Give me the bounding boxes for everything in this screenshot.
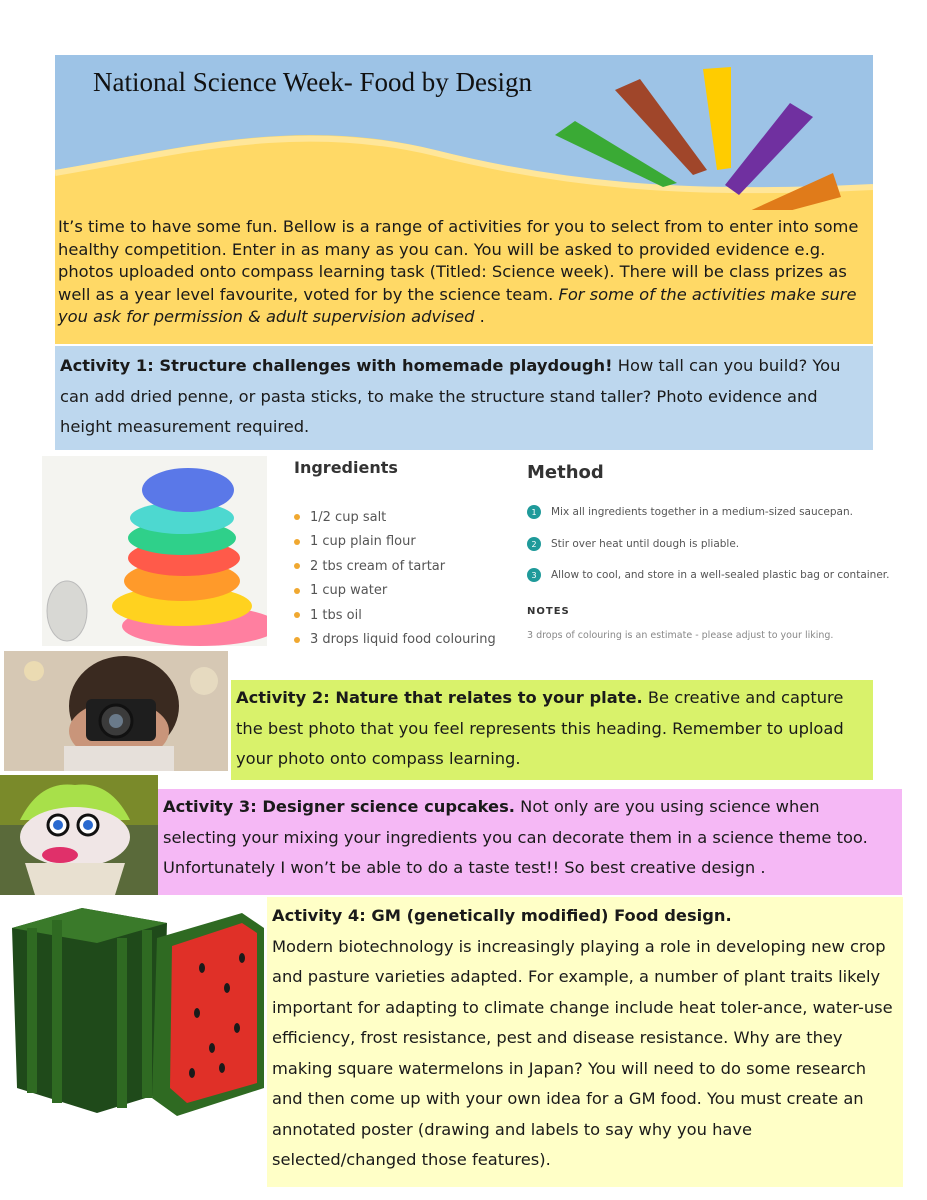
activity-4-heading: Activity 4: GM (genetically modified) Food design. (272, 906, 732, 925)
list-item (294, 530, 496, 555)
list-item (294, 579, 496, 604)
header-banner (55, 55, 873, 215)
method-title: Method (527, 462, 604, 483)
activity-2-body: Be creative and capture the best photo that you feel represents this heading. Remember to upload your photo onto compass learning. (236, 688, 844, 768)
method-step (527, 505, 853, 519)
activity-3-body-2: Unfortunately I won’t be able to do a taste test!! So best creative design . (163, 858, 766, 877)
intro-paragraph (55, 210, 873, 344)
step-number-badge: 3 (527, 568, 541, 582)
activity-4-box (267, 897, 903, 1187)
step-text: Mix all ingredients together in a medium-sized saucepan. (551, 506, 853, 518)
ingredient-text: 1 cup water (310, 583, 388, 599)
activity-3-box (158, 789, 902, 895)
ingredients-list (294, 505, 496, 652)
activity-4-body: Modern biotechnology is increasingly playing a role in developing new crop and pasture varieties adapted. For example, a number of plant traits likely important for adapting to climate change include heat toler-ance, water-use efficiency, frost resistance, pest and disease resistance. Why are they making square watermelons in Japan? You will need to do some research and then come up with your own idea for a GM food. You must create an annotated poster (drawing and labels to say why you have selected/changed those features). (272, 936, 893, 1169)
list-item (294, 554, 496, 579)
page-title: National Science Week- Food by Design (93, 67, 532, 97)
bullet-icon (294, 514, 300, 520)
activity-1-heading: Activity 1: Structure challenges with homemade playdough! (60, 356, 613, 375)
ingredient-text: 1 cup plain flour (310, 534, 416, 550)
activity-4-heading-line (272, 901, 897, 932)
ingredient-text: 1 tbs oil (310, 607, 362, 623)
ingredient-text: 2 tbs cream of tartar (310, 558, 446, 574)
activity-2-box (231, 680, 873, 780)
step-number-badge: 1 (527, 505, 541, 519)
ingredient-text: 3 drops liquid food colouring (310, 632, 496, 648)
activity-2-heading: Activity 2: Nature that relates to your plate. (236, 688, 643, 707)
bullet-icon (294, 612, 300, 618)
bullet-icon (294, 588, 300, 594)
step-text: Stir over heat until dough is pliable. (551, 538, 740, 550)
intro-text: It’s time to have some fun. Bellow is a range of activities for you to select from to enter into some healthy competition. Enter in as many as you can. You will be asked to provided evidence e.g. photos uploaded onto compass learning task (Titled: Science week). There will be class prizes as well as a year level favourite, voted for by the science team. (58, 217, 859, 304)
activity-3-body: Not only are you using science when selecting your mixing your ingredients you can decorate them in a science theme too. (163, 797, 868, 847)
method-step (527, 568, 889, 582)
step-text: Allow to cool, and store in a well-sealed plastic bag or container. (551, 569, 890, 581)
list-item (294, 603, 496, 628)
photographer-image (4, 651, 228, 771)
method-step (527, 537, 739, 551)
notes-title: NOTES (527, 606, 570, 617)
list-item (294, 505, 496, 530)
step-number-badge: 2 (527, 537, 541, 551)
notes-text: 3 drops of colouring is an estimate - please adjust to your liking. (527, 630, 834, 641)
bullet-icon (294, 539, 300, 545)
ingredient-text: 1/2 cup salt (310, 509, 387, 525)
playdough-stack-image (42, 456, 267, 646)
square-watermelon-image (2, 898, 267, 1118)
activity-3-heading: Activity 3: Designer science cupcakes. (163, 797, 515, 816)
activity-1-box (55, 346, 873, 450)
list-item (294, 628, 496, 653)
intro-end: . (474, 307, 485, 327)
bullet-icon (294, 637, 300, 643)
cupcake-image (0, 775, 158, 895)
bullet-icon (294, 563, 300, 569)
intro-italic-text: For some of the activities make sure you ask for permission & adult supervision advised (58, 284, 857, 327)
activity-1-body: How tall can you build? You can add dried penne, or pasta sticks, to make the structure stand taller? Photo evidence and height measurement required. (60, 356, 841, 436)
ingredients-title: Ingredients (294, 458, 398, 477)
